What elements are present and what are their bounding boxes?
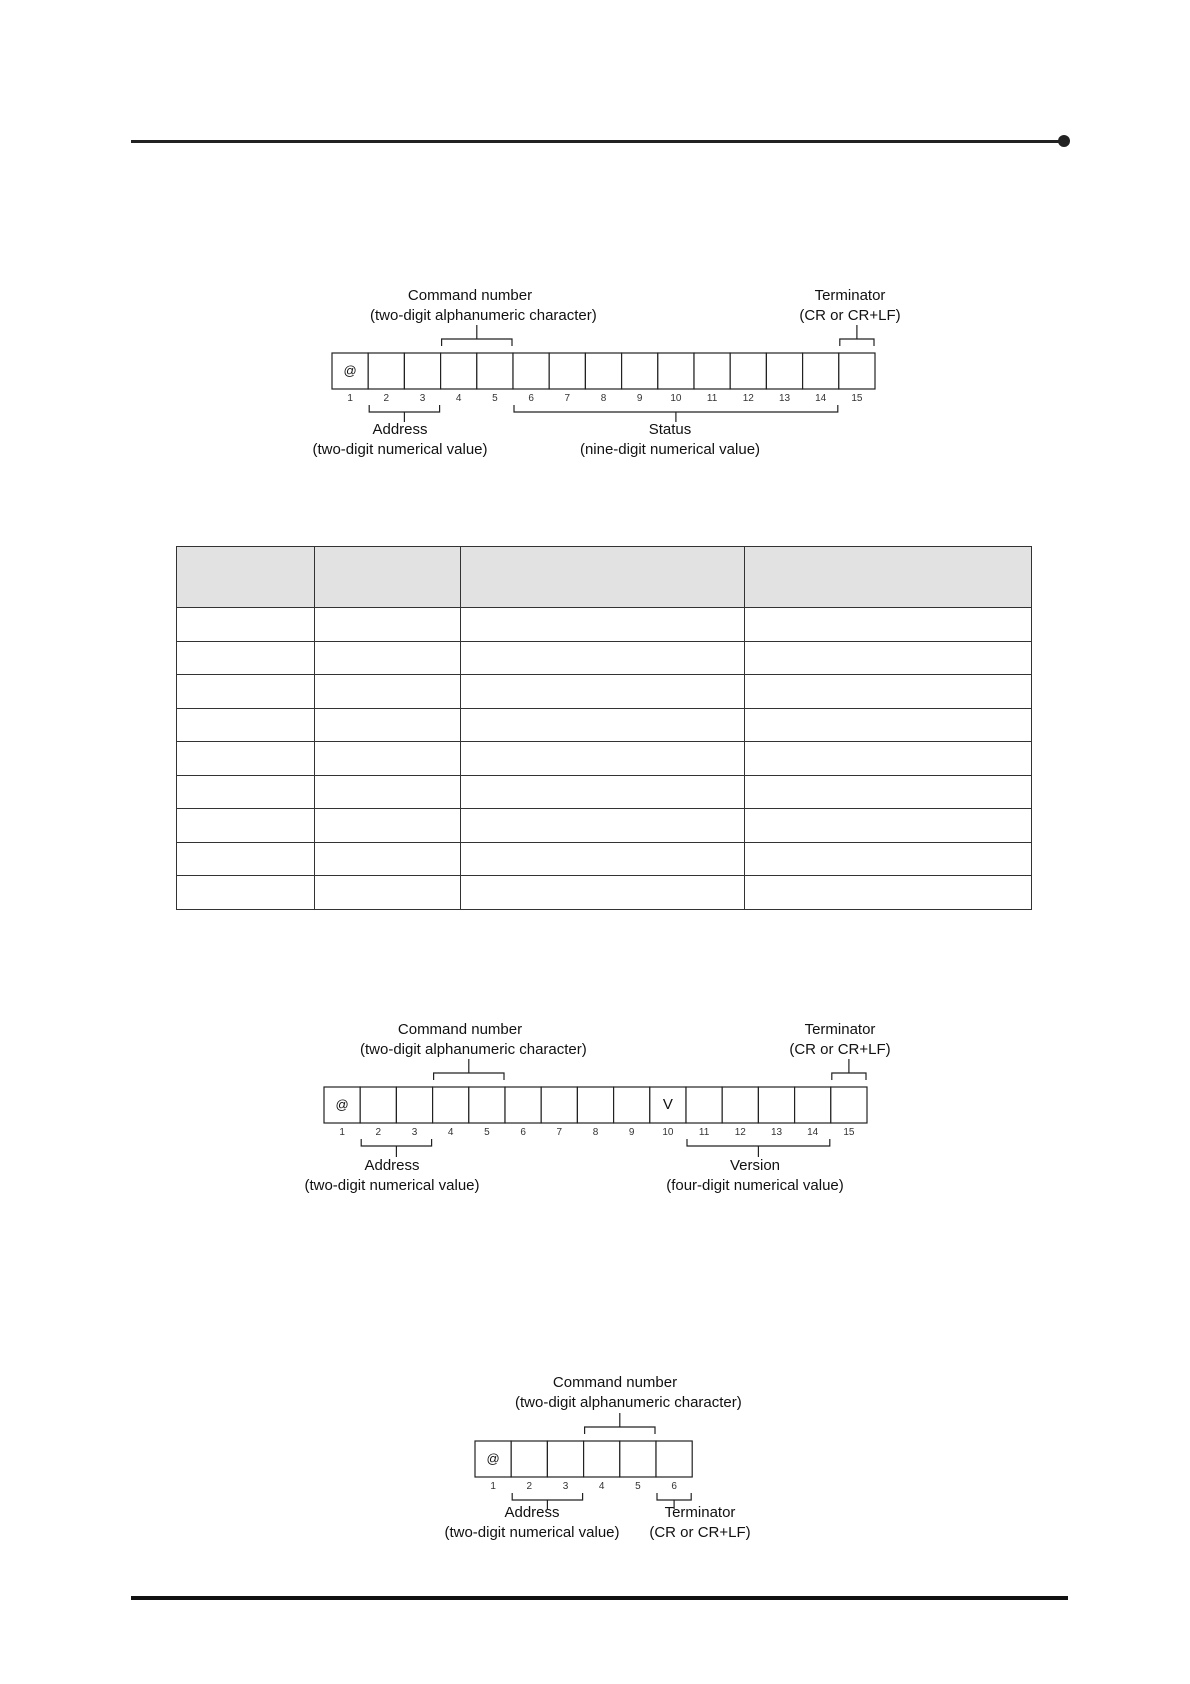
table-cell — [745, 842, 1032, 876]
cell-char: @ — [335, 1097, 349, 1112]
position-number: 8 — [600, 393, 607, 404]
table-cell — [315, 842, 461, 876]
table-cell — [315, 675, 461, 709]
table-row — [177, 708, 1032, 742]
cell-char: @ — [343, 363, 357, 378]
table-header-cell — [315, 547, 461, 608]
table-row — [177, 775, 1032, 809]
footer-rule — [131, 1596, 1068, 1600]
table-cell — [461, 708, 745, 742]
position-number: 4 — [447, 1127, 454, 1138]
frame-cell — [584, 1441, 620, 1477]
cell-char: @ — [486, 1451, 500, 1466]
table-cell — [315, 641, 461, 675]
position-number: 10 — [662, 1127, 674, 1138]
position-number: 3 — [411, 1127, 418, 1138]
table-cell — [461, 608, 745, 642]
table-cell — [461, 809, 745, 843]
table-cell — [745, 708, 1032, 742]
address-label: Address (two-digit numerical value) — [304, 1157, 480, 1194]
frame-cell — [656, 1441, 692, 1477]
table-row — [177, 876, 1032, 910]
table-cell — [745, 742, 1032, 776]
table-cell — [315, 809, 461, 843]
position-number: 1 — [490, 1481, 496, 1492]
position-number: 4 — [598, 1481, 605, 1492]
bracket — [585, 1413, 655, 1434]
table-cell — [315, 876, 461, 910]
position-number: 9 — [636, 393, 643, 404]
table-cell — [315, 742, 461, 776]
terminator-label: Terminator (CR or CR+LF) — [789, 1021, 891, 1058]
position-number: 13 — [778, 393, 791, 404]
table-cell — [177, 641, 315, 675]
terminator-label: Terminator (CR or CR+LF) — [649, 1504, 751, 1541]
table-cell — [177, 775, 315, 809]
table-cell — [177, 876, 315, 910]
position-number: 15 — [843, 1127, 855, 1138]
table-cell — [177, 742, 315, 776]
position-number: 3 — [562, 1481, 569, 1492]
position-number: 12 — [734, 1127, 746, 1138]
table-cell — [745, 809, 1032, 843]
position-number: 1 — [339, 1127, 345, 1138]
position-number: 11 — [698, 1127, 710, 1138]
table-cell — [461, 775, 745, 809]
cell-char: V — [662, 1096, 673, 1113]
table-cell — [315, 708, 461, 742]
frame-cell — [547, 1441, 583, 1477]
table-row — [177, 608, 1032, 642]
position-number: 7 — [564, 393, 571, 404]
table-cell — [461, 842, 745, 876]
table-cell — [177, 708, 315, 742]
frame-cell — [620, 1441, 656, 1477]
version-label: Version (four-digit numerical value) — [666, 1157, 844, 1194]
position-number: 6 — [528, 393, 534, 404]
table-header-row — [177, 547, 1032, 608]
position-number: 6 — [671, 1481, 677, 1492]
position-number: 2 — [383, 393, 390, 404]
table-cell — [461, 742, 745, 776]
frame-cell — [511, 1441, 547, 1477]
table-cell — [177, 809, 315, 843]
table-cell — [745, 641, 1032, 675]
table-cell — [315, 775, 461, 809]
position-number: 2 — [375, 1127, 382, 1138]
position-number: 11 — [706, 393, 718, 404]
table-cell — [315, 608, 461, 642]
table-row — [177, 641, 1032, 675]
position-number: 13 — [770, 1127, 783, 1138]
position-number: 1 — [347, 393, 353, 404]
table-cell — [177, 675, 315, 709]
position-number: 7 — [556, 1127, 563, 1138]
table-header-cell — [177, 547, 315, 608]
position-number: 5 — [635, 1481, 641, 1492]
position-number: 2 — [526, 1481, 533, 1492]
table-row — [177, 742, 1032, 776]
table-cell — [461, 675, 745, 709]
status-label: Status (nine-digit numerical value) — [579, 421, 761, 458]
table-row — [177, 842, 1032, 876]
table-row — [177, 675, 1032, 709]
table-cell — [177, 608, 315, 642]
position-number: 12 — [742, 393, 754, 404]
position-number: 5 — [484, 1127, 490, 1138]
position-number: 9 — [628, 1127, 635, 1138]
address-label: Address (two-digit numerical value) — [312, 421, 488, 458]
table-header-cell — [461, 547, 745, 608]
position-number: 15 — [851, 393, 863, 404]
position-number: 4 — [455, 393, 462, 404]
table-cell — [745, 876, 1032, 910]
data-table — [176, 546, 1032, 910]
position-number: 5 — [492, 393, 498, 404]
table-cell — [745, 675, 1032, 709]
table-cell — [461, 641, 745, 675]
table-header-cell — [745, 547, 1032, 608]
position-number: 3 — [419, 393, 426, 404]
table-cell — [177, 842, 315, 876]
table-cell — [745, 608, 1032, 642]
command-number-label: Command number (two-digit alphanumeric character) — [360, 1021, 587, 1058]
table-row — [177, 809, 1032, 843]
position-number: 8 — [592, 1127, 599, 1138]
command-number-label: Command number (two-digit alphanumeric character) — [515, 1374, 742, 1411]
terminator-label: Terminator (CR or CR+LF) — [799, 287, 901, 324]
position-number: 6 — [520, 1127, 526, 1138]
table-cell — [461, 876, 745, 910]
position-number: 14 — [815, 393, 827, 404]
command-number-label: Command number (two-digit alphanumeric character) — [370, 287, 597, 324]
table-cell — [745, 775, 1032, 809]
position-number: 14 — [807, 1127, 819, 1138]
address-label: Address (two-digit numerical value) — [444, 1504, 620, 1541]
position-number: 10 — [670, 393, 682, 404]
